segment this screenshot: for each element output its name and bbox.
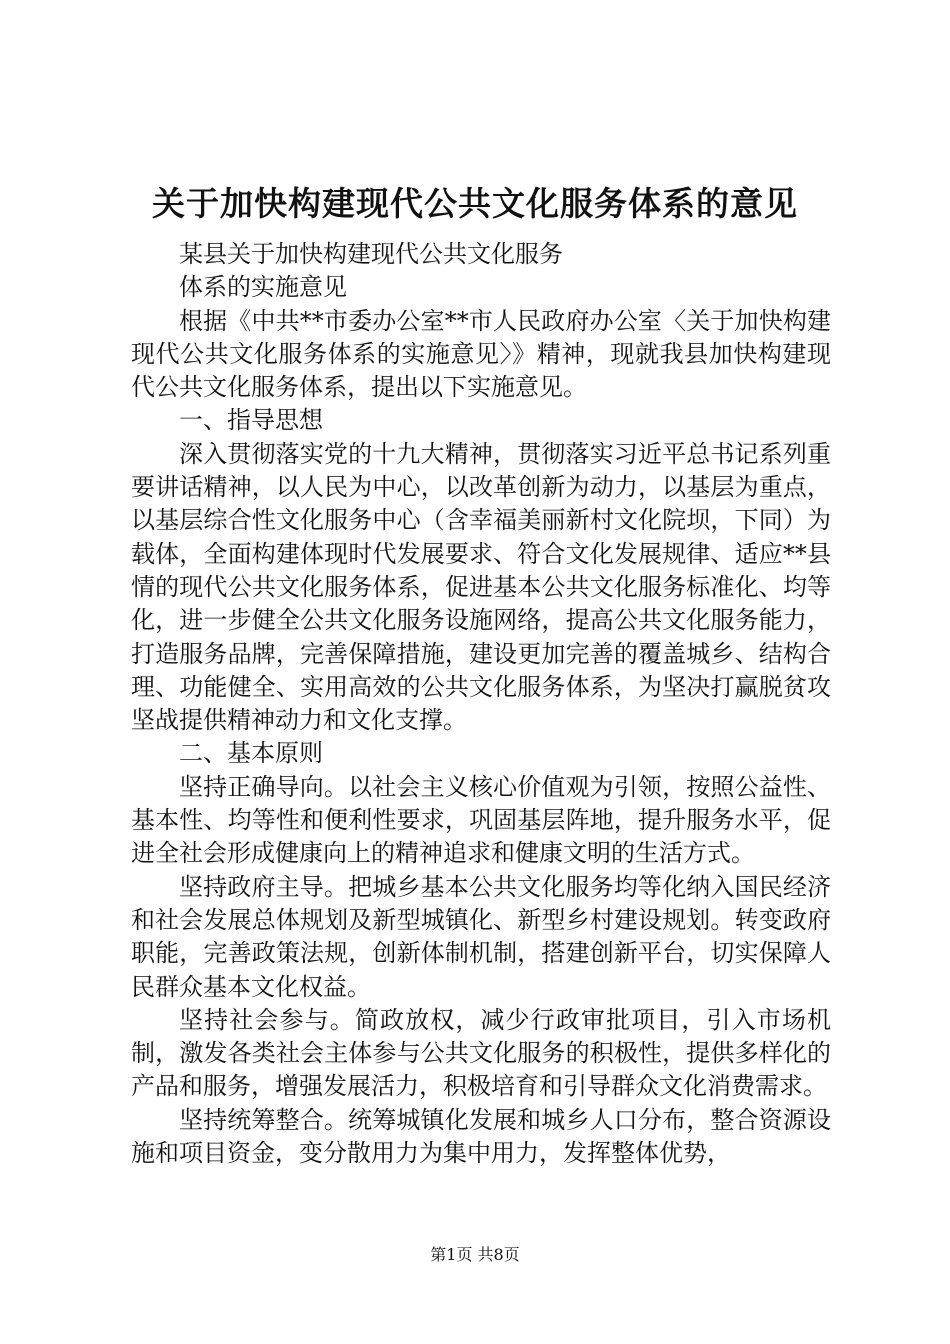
document-title: 关于加快构建现代公共文化服务体系的意见 bbox=[152, 184, 798, 223]
paragraph-principle-orientation: 坚持正确导向。以社会主义核心价值观为引领，按照公益性、基本性、均等性和便利性要求，巩固基层阵地，提升服务水平，促进全社会形成健康向上的精神追求和健康文明的生活方式。 bbox=[131, 772, 831, 868]
subtitle-line-1: 某县关于加快构建现代公共文化服务 bbox=[179, 240, 563, 268]
paragraph-principle-integration: 坚持统筹整合。统筹城镇化发展和城乡人口分布，整合资源设施和项目资金，变分散用力为集中用力，发挥整体优势， bbox=[131, 1105, 831, 1168]
page-number: 第1页 共8页 bbox=[430, 1245, 520, 1264]
paragraph-principle-social: 坚持社会参与。简政放权，减少行政审批项目，引入市场机制，激发各类社会主体参与公共文化服务的积极性，提供多样化的产品和服务，增强发展活力，积极培育和引导群众文化消费需求。 bbox=[131, 1005, 831, 1101]
subtitle-line-2: 体系的实施意见 bbox=[179, 273, 347, 302]
section-heading-guiding-thought: 一、指导思想 bbox=[179, 406, 323, 435]
document-body bbox=[131, 238, 831, 1170]
paragraph-principle-government: 坚持政府主导。把城乡基本公共文化服务均等化纳入国民经济和社会发展总体规划及新型城镇化、新型乡村建设规划。转变政府职能，完善政策法规，创新体制机制，搭建创新平台，切实保障人民群众基本文化权益。 bbox=[131, 872, 831, 1001]
section-heading-basic-principles: 二、基本原则 bbox=[179, 739, 323, 768]
paragraph-intro: 根据《中共**市委办公室**市人民政府办公室〈关于加快构建现代公共文化服务体系的实施意见〉》精神，现就我县加快构建现代公共文化服务体系，提出以下实施意见。 bbox=[131, 306, 831, 402]
paragraph-guiding-thought: 深入贯彻落实党的十九大精神，贯彻落实习近平总书记系列重要讲话精神，以人民为中心，以改革创新为动力，以基层为重点，以基层综合性文化服务中心（含幸福美丽新村文化院坝，下同）为载体，全面构建体现时代发展要求、符合文化发展规律、适应**县情的现代公共文化服务体系，促进基本公共文化服务标准化、均等化，进一步健全公共文化服务设施网络，提高公共文化服务能力，打造服务品牌，完善保障措施，建设更加完善的覆盖城乡、结构合理、功能健全、实用高效的公共文化服务体系，为坚决打赢脱贫攻坚战提供精神动力和文化支撑。 bbox=[131, 439, 831, 735]
